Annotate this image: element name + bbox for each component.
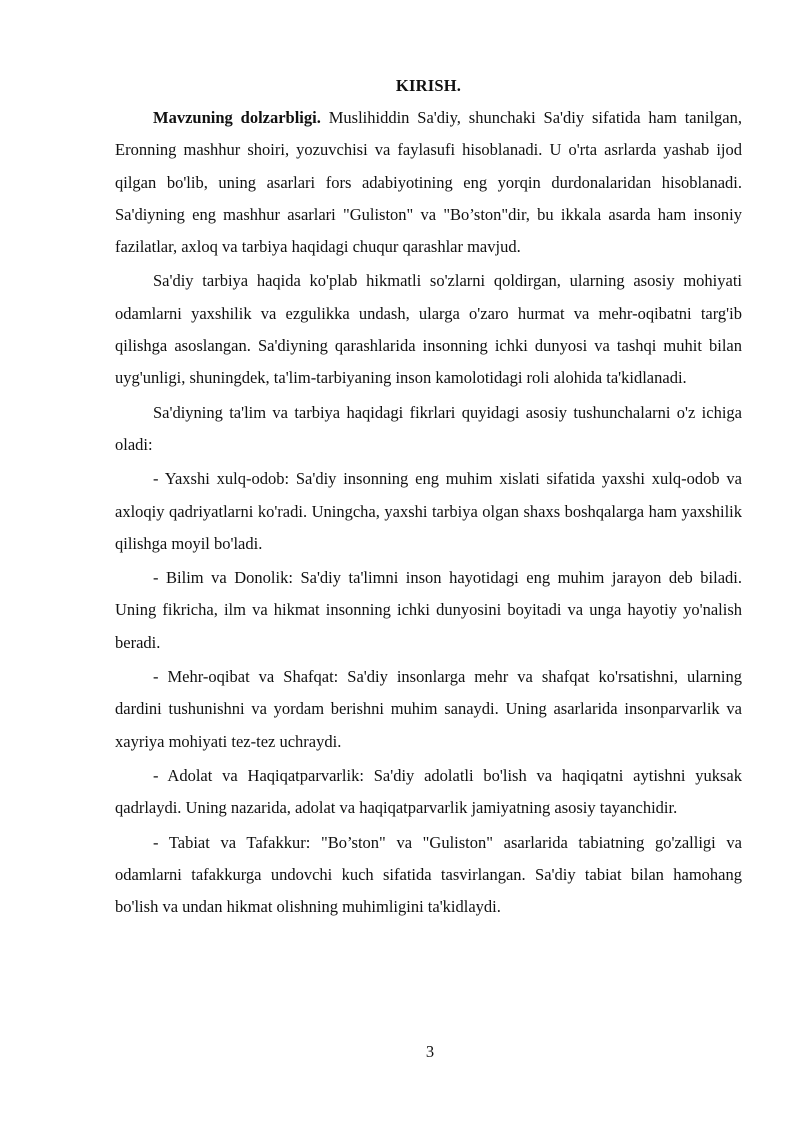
intro-text: Muslihiddin Sa'diy, shunchaki Sa'diy sifatida ham tanilgan, Eronning mashhur shoiri, yozuvchisi va faylasufi hisoblanadi. U o'rta asrlarda yashab ijod qilgan bo'lib, uning asarlari fors adabiyotining eng yorqin durdonalaridan hisoblanadi. Sa'diyning eng mashhur asarlari "Guliston" va "Bo’ston"dir, bu ikkala asarda ham insoniy fazilatlar, axloq va tarbiya haqidagi chuqur qarashlar mavjud. [115, 108, 742, 257]
list-item-bilim: - Bilim va Donolik: Sa'diy ta'limni inson hayotidagi eng muhim jarayon deb biladi. Uning fikricha, ilm va hikmat insonning ichki dunyosini boyitadi va unga hayotiy yo'nalish beradi. [115, 568, 742, 652]
page-content [115, 70, 742, 925]
paragraph-tarbiya: Sa'diy tarbiya haqida ko'plab hikmatli so'zlarni qoldirgan, ularning asosiy mohiyati odamlarni yaxshilik va ezgulikka undash, ularga o'zaro hurmat va mehr-oqibatni targ'ib qilishga asoslangan. Sa'diyning qarashlarida insonning ichki dunyosi va tashqi muhit bilan uyg'unligi, shuningdek, ta'lim-tarbiyaning inson kamolotidagi roli alohida ta'kidlanadi. [115, 271, 742, 388]
paragraph-fikrlar: Sa'diyning ta'lim va tarbiya haqidagi fikrlari quyidagi asosiy tushunchalarni o'z ichiga oladi: [115, 402, 742, 454]
section-title: KIRISH. [395, 76, 462, 95]
list-item-mehr-oqibat: - Mehr-oqibat va Shafqat: Sa'diy insonlarga mehr va shafqat ko'rsatishni, ularning dardini tushunishni va yordam berishni muhim sanaydi. Uning asarlarida insonparvarlik va xayriya mohiyati tez-tez uchraydi. [115, 667, 742, 751]
intro-paragraph [115, 102, 742, 263]
list-item-adolat: - Adolat va Haqiqatparvarlik: Sa'diy adolatli bo'lish va haqiqatni aytishni yuksak qadrlaydi. Uning nazarida, adolat va haqiqatparvarlik jamiyatning asosiy tayanchidir. [115, 765, 742, 818]
page-number: 3 [425, 1042, 435, 1061]
intro-lead-in: Mavzuning dolzarbligi. [153, 108, 321, 127]
list-item-xulq-odob: - Yaxshi xulq-odob: Sa'diy insonning eng muhim xislati sifatida yaxshi xulq-odob va axloqiy qadriyatlarni ko'radi. Uningcha, yaxshi tarbiya olgan shaxs boshqalarga ham yaxshilik qilishga moyil bo'ladi. [115, 469, 742, 553]
list-item-tabiat: - Tabiat va Tafakkur: "Bo’ston" va "Guliston" asarlarida tabiatning go'zalligi va odamlarni tafakkurga undovchi kuch sifatida tasvirlangan. Sa'diy tabiat bilan hamohang bo'lish va undan hikmat olishning muhimligini ta'kidlaydi. [115, 832, 742, 917]
